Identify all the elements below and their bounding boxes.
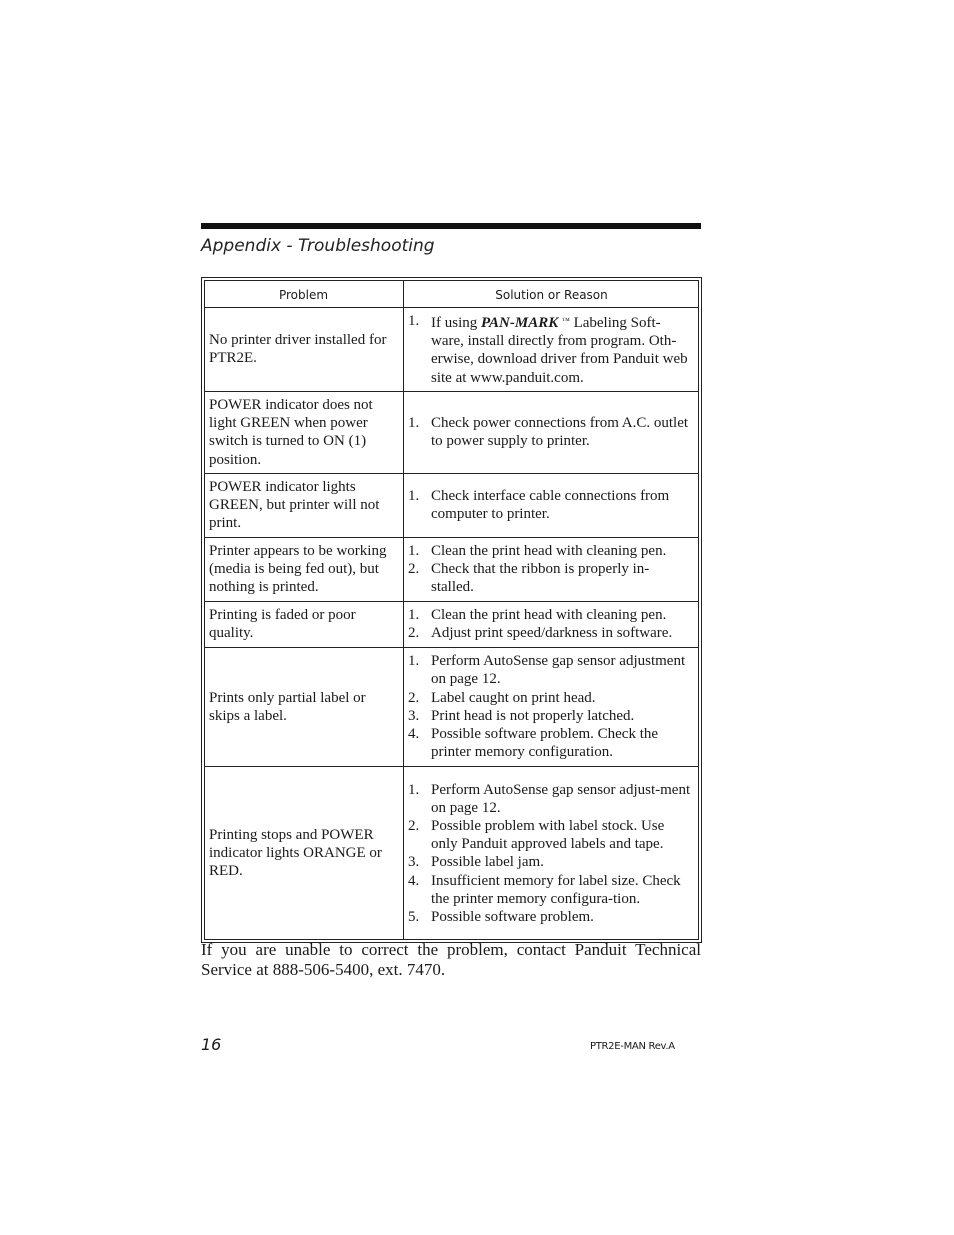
- problem-cell: POWER indicator does not light GREEN when power switch is turned to ON (1) position.: [204, 392, 404, 474]
- item-number: 1.: [408, 488, 420, 505]
- item-number: 2.: [408, 817, 420, 834]
- solution-item: [408, 560, 691, 596]
- table-row: [204, 648, 699, 767]
- document-code: PTR2E-MAN Rev.A: [590, 1041, 675, 1052]
- item-number: 1.: [408, 313, 420, 329]
- solution-cell: [404, 474, 699, 538]
- solution-item: [408, 652, 691, 688]
- item-number: 3.: [408, 707, 420, 724]
- problem-cell: Printer appears to be working (media is being fed out), but nothing is printed.: [204, 538, 404, 602]
- solution-cell: [404, 648, 699, 767]
- solution-item: [408, 707, 691, 725]
- solution-item: [408, 781, 691, 817]
- table-row: [204, 308, 699, 392]
- solution-text: Check that the ribbon is properly in-stalled.: [431, 561, 650, 596]
- solution-cell: [404, 767, 699, 940]
- solution-item: [408, 817, 691, 853]
- solution-item: [408, 872, 691, 908]
- table-row: [204, 474, 699, 538]
- item-number: 1.: [408, 781, 420, 798]
- solution-item: [408, 624, 691, 642]
- table-header-row: [204, 280, 699, 308]
- solution-list: [408, 414, 691, 450]
- solution-text: Possible software problem.: [431, 908, 594, 925]
- item-number: 1.: [408, 543, 420, 559]
- solution-item: [408, 689, 691, 707]
- solution-list: [408, 606, 691, 642]
- solution-text: Check power connections from A.C. outlet to power supply to printer.: [431, 415, 689, 450]
- solution-item: [408, 606, 691, 624]
- solution-text: Print head is not properly latched.: [431, 707, 635, 724]
- solution-item: [408, 725, 691, 761]
- solution-cell: [404, 602, 699, 648]
- solution-list: [408, 487, 691, 523]
- solution-item: [408, 414, 691, 450]
- solution-text: Possible software problem. Check the printer memory configuration.: [431, 726, 659, 761]
- header-rule: [201, 223, 701, 229]
- item-number: 1.: [408, 607, 420, 624]
- solution-prefix: If using: [431, 315, 478, 331]
- solution-cell: [404, 538, 699, 602]
- solution-cell: [404, 392, 699, 474]
- solution-text: Clean the print head with cleaning pen.: [431, 543, 667, 559]
- solution-item: [408, 312, 691, 387]
- column-header-solution: Solution or Reason: [404, 280, 699, 308]
- item-number: 4.: [408, 872, 420, 889]
- item-number: 1.: [408, 653, 420, 670]
- solution-text: Label caught on print head.: [431, 689, 596, 706]
- solution-text: Possible label jam.: [431, 854, 544, 871]
- item-number: 4.: [408, 726, 420, 743]
- solution-list: [408, 312, 691, 387]
- troubleshooting-table: [201, 277, 702, 943]
- problem-cell: Printing is faded or poor quality.: [204, 602, 404, 648]
- solution-text: Insufficient memory for label size. Check the printer memory configura-tion.: [431, 872, 681, 907]
- solution-item: [408, 542, 691, 560]
- solution-text: Adjust print speed/darkness in software.: [431, 625, 673, 642]
- solution-list: [408, 781, 691, 927]
- table-row: [204, 767, 699, 940]
- solution-text: Perform AutoSense gap sensor adjustment on page 12.: [431, 653, 686, 688]
- column-header-problem: Problem: [204, 280, 404, 308]
- solution-text: Possible problem with label stock. Use only Panduit approved labels and tape.: [431, 817, 665, 853]
- table-row: [204, 602, 699, 648]
- table-row: [204, 392, 699, 474]
- item-number: 2.: [408, 689, 420, 706]
- item-number: 2.: [408, 625, 420, 642]
- solution-text: Perform AutoSense gap sensor adjust-ment on page 12.: [431, 781, 691, 816]
- brand-name: PAN-MARK: [481, 315, 559, 331]
- solution-item: [408, 853, 691, 871]
- problem-cell: Printing stops and POWER indicator lights ORANGE or RED.: [204, 767, 404, 940]
- page-number: 16: [201, 1035, 222, 1054]
- table-row: [204, 538, 699, 602]
- solution-text: Clean the print head with cleaning pen.: [431, 607, 667, 624]
- solution-list: [408, 652, 691, 761]
- problem-cell: Prints only partial label or skips a label.: [204, 648, 404, 767]
- section-title: Appendix - Troubleshooting: [201, 236, 435, 256]
- solution-list: [408, 542, 691, 597]
- solution-text: Check interface cable connections from computer to printer.: [431, 488, 670, 523]
- solution-text: Labeling Soft-ware, install directly from program. Oth-erwise, download driver from Panduit web site at www.panduit.com.: [431, 315, 688, 386]
- solution-item: [408, 908, 691, 926]
- trademark-symbol: ™: [561, 316, 570, 325]
- solution-cell: [404, 308, 699, 392]
- problem-cell: POWER indicator lights GREEN, but printer will not print.: [204, 474, 404, 538]
- item-number: 2.: [408, 561, 420, 578]
- item-number: 3.: [408, 854, 420, 871]
- solution-item: [408, 487, 691, 523]
- problem-cell: No printer driver installed for PTR2E.: [204, 308, 404, 392]
- item-number: 1.: [408, 415, 420, 432]
- item-number: 5.: [408, 908, 420, 925]
- contact-note: If you are unable to correct the problem, contact Panduit Technical Service at 888-506-5400, ext. 7470.: [201, 940, 701, 979]
